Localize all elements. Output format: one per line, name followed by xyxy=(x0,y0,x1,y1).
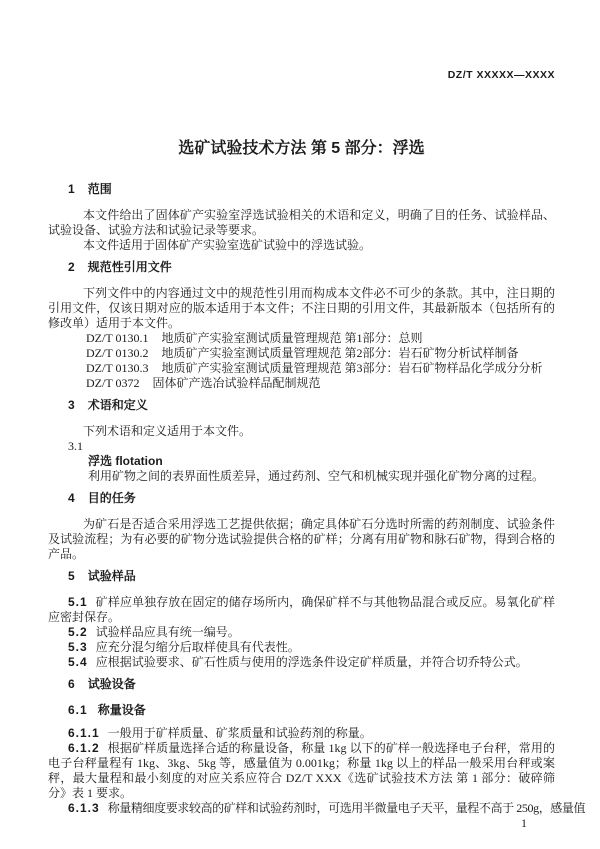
section-title: 规范性引用文件 xyxy=(87,260,172,274)
clause-text: 应充分混匀缩分后取样使具有代表性。 xyxy=(95,640,300,654)
clause-item xyxy=(48,640,555,655)
paragraph: 下列术语和定义适用于本文件。 xyxy=(83,424,252,438)
clause-number: 6.1.3 xyxy=(68,801,100,815)
clause-item xyxy=(48,726,555,741)
clause-text: 根据矿样质量选择合适的称量设备，称量 1kg 以下的矿样一般选择电子台秤，常用的电子台秤量程有 1kg、3kg、5kg 等，感量值为 0.001kg；称量 1kg 以上的样品一般采用台秤或案秤，最大量程和最小刻度的对应关系应符合 DZ/T XXX《选矿试验技术方法 第 1 部分：破碎筛分》表 1 要求。 xyxy=(48,741,555,800)
term-name: 浮选 flotation xyxy=(88,454,163,468)
paragraph: 本文件适用于固体矿产实验室选矿试验中的浮选试验。 xyxy=(83,238,372,252)
clause-text: 应根据试验要求、矿石性质与使用的浮选条件设定矿样质量，并符合切乔特公式。 xyxy=(95,655,528,669)
subsection-number: 6.1 xyxy=(68,703,88,717)
reference-code: DZ/T 0130.1 xyxy=(86,331,149,345)
section-title: 范围 xyxy=(87,182,112,196)
reference-item xyxy=(48,346,555,361)
normative-references-list xyxy=(48,331,555,391)
subsection-heading-6-1 xyxy=(48,703,555,718)
section-title: 术语和定义 xyxy=(87,398,148,412)
section-title: 试验设备 xyxy=(87,677,136,691)
clause-item xyxy=(48,801,586,816)
document-title: 选矿试验技术方法 第 5 部分：浮选 xyxy=(178,140,425,157)
clause-item xyxy=(48,625,555,640)
term-number: 3.1 xyxy=(68,439,83,453)
section-title: 试验样品 xyxy=(87,569,136,583)
reference-code: DZ/T 0130.3 xyxy=(86,361,149,375)
section-number: 6 xyxy=(68,677,76,691)
reference-title: 地质矿产实验室测试质量管理规范 第1部分：总则 xyxy=(161,331,423,345)
clause-number: 6.1.1 xyxy=(68,726,100,740)
clause-text: 一般用于矿样质量、矿浆质量和试验药剂的称量。 xyxy=(107,726,372,740)
reference-item xyxy=(48,376,555,391)
clause-text: 称量精细度要求较高的矿样和试验药剂时，可选用半微量电子天平，量程不高于 250g，感量值 xyxy=(107,801,586,815)
clause-number: 5.4 xyxy=(68,655,88,669)
reference-title: 地质矿产实验室测试质量管理规范 第3部分：岩石矿物样品化学成分分析 xyxy=(161,361,543,375)
clause-number: 5.3 xyxy=(68,640,88,654)
section-heading-1 xyxy=(48,182,555,197)
clause-number: 5.2 xyxy=(68,625,88,639)
reference-item xyxy=(48,361,555,376)
reference-code: DZ/T 0372 xyxy=(86,376,140,390)
reference-item xyxy=(48,331,555,346)
section-heading-5 xyxy=(48,569,555,584)
section-heading-3 xyxy=(48,398,555,413)
section-title: 目的任务 xyxy=(87,491,136,505)
clause-item xyxy=(48,655,555,670)
paragraph: 下列文件中的内容通过文中的规范性引用而构成本文件必不可少的条款。其中，注日期的引用文件，仅该日期对应的版本适用于本文件；不注日期的引用文件，其最新版本（包括所有的修改单）适用于本文件。 xyxy=(48,286,555,330)
clause-number: 6.1.2 xyxy=(68,741,100,755)
reference-title: 地质矿产实验室测试质量管理规范 第2部分：岩石矿物分析试样制备 xyxy=(161,346,519,360)
term-definition: 利用矿物之间的表界面性质差异，通过药剂、空气和机械实现并强化矿物分离的过程。 xyxy=(88,469,545,483)
clause-item xyxy=(48,595,555,625)
clause-item xyxy=(48,741,555,801)
section-number: 4 xyxy=(68,491,76,505)
standard-code: DZ/T XXXXX—XXXX xyxy=(447,69,555,81)
section-number: 1 xyxy=(68,182,76,196)
paragraph: 本文件给出了固体矿产实验室浮选试验相关的术语和定义，明确了目的任务、试验样品、试验设备、试验方法和试验记录等要求。 xyxy=(48,208,555,237)
clause-text: 矿样应单独存放在固定的储存场所内，确保矿样不与其他物品混合或反应。易氧化矿样应密封保存。 xyxy=(48,595,555,624)
section-heading-2 xyxy=(48,260,555,275)
subsection-title: 称量设备 xyxy=(97,703,146,717)
section-number: 2 xyxy=(68,260,76,274)
section-heading-6 xyxy=(48,677,555,692)
section-heading-4 xyxy=(48,491,555,506)
paragraph: 为矿石是否适合采用浮选工艺提供依据；确定具体矿石分选时所需的药剂制度、试验条件及试验流程；为有必要的矿物分选试验提供合格的矿样；分离有用矿物和脉石矿物，得到合格的产品。 xyxy=(48,517,555,561)
page-number: 1 xyxy=(521,816,527,830)
reference-title: 固体矿产选冶试验样品配制规范 xyxy=(152,376,321,390)
clause-text: 试验样品应具有统一编号。 xyxy=(95,625,240,639)
clause-number: 5.1 xyxy=(68,595,88,609)
section-number: 3 xyxy=(68,398,76,412)
section-number: 5 xyxy=(68,569,76,583)
reference-code: DZ/T 0130.2 xyxy=(86,346,149,360)
